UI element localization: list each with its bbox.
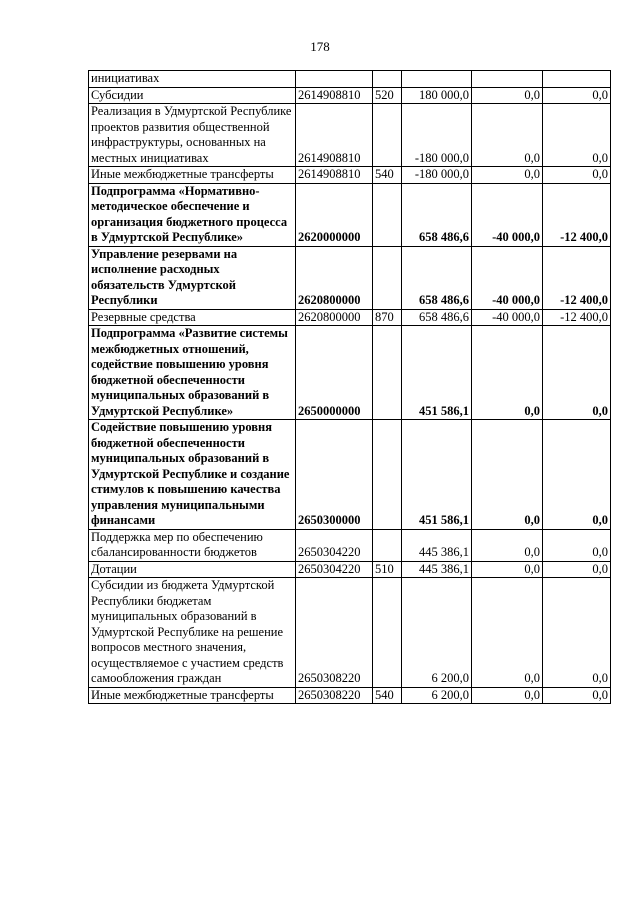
table-row [89,183,611,246]
row-amount-3-cell: 0,0 [543,687,611,704]
row-amount-3-cell: -12 400,0 [543,246,611,309]
row-name-cell: Дотации [89,561,296,578]
row-code-cell: 2620000000 [296,183,373,246]
row-code-cell: 2614908810 [296,104,373,167]
row-code-cell: 2650308220 [296,578,373,688]
row-amount-1-cell [402,71,472,88]
table-row [89,529,611,561]
row-amount-2-cell: 0,0 [472,687,543,704]
row-amount-2-cell: 0,0 [472,561,543,578]
row-amount-1-cell: 180 000,0 [402,87,472,104]
row-amount-2-cell: 0,0 [472,104,543,167]
table-row [89,309,611,326]
table-row [89,167,611,184]
row-amount-3-cell: 0,0 [543,167,611,184]
table-row [89,71,611,88]
row-expense-type-cell [373,420,402,530]
row-amount-2-cell: 0,0 [472,420,543,530]
row-name-cell: Иные межбюджетные трансферты [89,687,296,704]
table-row [89,246,611,309]
row-name-cell: Подпрограмма «Развитие системы межбюджетных отношений, содействие повышению уровня бюджетной обеспеченности муниципальных образований в Удмуртской Республике» [89,326,296,420]
row-name-cell: Поддержка мер по обеспечению сбалансированности бюджетов [89,529,296,561]
row-amount-1-cell: 6 200,0 [402,687,472,704]
row-amount-3-cell [543,71,611,88]
row-expense-type-cell [373,71,402,88]
row-name-cell: Субсидии [89,87,296,104]
row-expense-type-cell [373,529,402,561]
row-amount-3-cell: 0,0 [543,326,611,420]
table-row [89,687,611,704]
row-amount-2-cell: -40 000,0 [472,309,543,326]
table-row [89,578,611,688]
row-name-cell: Подпрограмма «Нормативно-методическое обеспечение и организация бюджетного процесса в Удмуртской Республике» [89,183,296,246]
row-amount-3-cell: -12 400,0 [543,183,611,246]
row-name-cell: Иные межбюджетные трансферты [89,167,296,184]
row-amount-3-cell: 0,0 [543,529,611,561]
row-amount-1-cell: 451 586,1 [402,420,472,530]
row-amount-1-cell: 6 200,0 [402,578,472,688]
row-amount-2-cell: 0,0 [472,529,543,561]
row-expense-type-cell [373,246,402,309]
table-row [89,561,611,578]
row-expense-type-cell [373,104,402,167]
row-code-cell: 2620800000 [296,309,373,326]
row-name-cell: Содействие повышению уровня бюджетной обеспеченности муниципальных образований в Удмуртской Республике и создание стимулов к повышению качества управления муниципальными финансами [89,420,296,530]
row-amount-1-cell: 445 386,1 [402,529,472,561]
table-row [89,420,611,530]
row-amount-2-cell: -40 000,0 [472,183,543,246]
row-amount-1-cell: -180 000,0 [402,104,472,167]
row-amount-3-cell: -12 400,0 [543,309,611,326]
row-name-cell: Реализация в Удмуртской Республике проектов развития общественной инфраструктуры, основанных на местных инициативах [89,104,296,167]
row-amount-1-cell: 451 586,1 [402,326,472,420]
table-row [89,104,611,167]
row-name-cell: Управление резервами на исполнение расходных обязательств Удмуртской Республики [89,246,296,309]
row-amount-2-cell: 0,0 [472,167,543,184]
row-expense-type-cell: 520 [373,87,402,104]
row-name-cell: Резервные средства [89,309,296,326]
row-name-cell: Субсидии из бюджета Удмуртской Республики бюджетам муниципальных образований в Удмуртской Республике на решение вопросов местного значения, осуществляемое с участием средств самообложения граждан [89,578,296,688]
row-amount-2-cell: 0,0 [472,578,543,688]
row-code-cell: 2650000000 [296,326,373,420]
row-code-cell: 2650308220 [296,687,373,704]
row-amount-3-cell: 0,0 [543,578,611,688]
row-expense-type-cell: 510 [373,561,402,578]
row-expense-type-cell [373,183,402,246]
row-expense-type-cell: 540 [373,167,402,184]
table-row [89,87,611,104]
row-amount-3-cell: 0,0 [543,87,611,104]
row-amount-1-cell: 658 486,6 [402,183,472,246]
row-amount-3-cell: 0,0 [543,104,611,167]
row-expense-type-cell [373,326,402,420]
row-code-cell: 2614908810 [296,87,373,104]
row-code-cell: 2650304220 [296,561,373,578]
row-code-cell: 2650300000 [296,420,373,530]
row-code-cell: 2620800000 [296,246,373,309]
row-amount-2-cell: -40 000,0 [472,246,543,309]
row-amount-1-cell: 658 486,6 [402,246,472,309]
row-amount-2-cell: 0,0 [472,326,543,420]
row-name-cell: инициативах [89,71,296,88]
row-code-cell: 2650304220 [296,529,373,561]
row-amount-1-cell: -180 000,0 [402,167,472,184]
row-expense-type-cell: 540 [373,687,402,704]
row-amount-3-cell: 0,0 [543,561,611,578]
budget-table-body [89,71,611,704]
budget-table [88,70,611,704]
row-amount-3-cell: 0,0 [543,420,611,530]
row-amount-2-cell: 0,0 [472,87,543,104]
table-row [89,326,611,420]
row-code-cell: 2614908810 [296,167,373,184]
row-amount-1-cell: 658 486,6 [402,309,472,326]
row-amount-2-cell [472,71,543,88]
row-expense-type-cell: 870 [373,309,402,326]
row-expense-type-cell [373,578,402,688]
row-amount-1-cell: 445 386,1 [402,561,472,578]
page-number: 178 [310,39,330,54]
row-code-cell [296,71,373,88]
